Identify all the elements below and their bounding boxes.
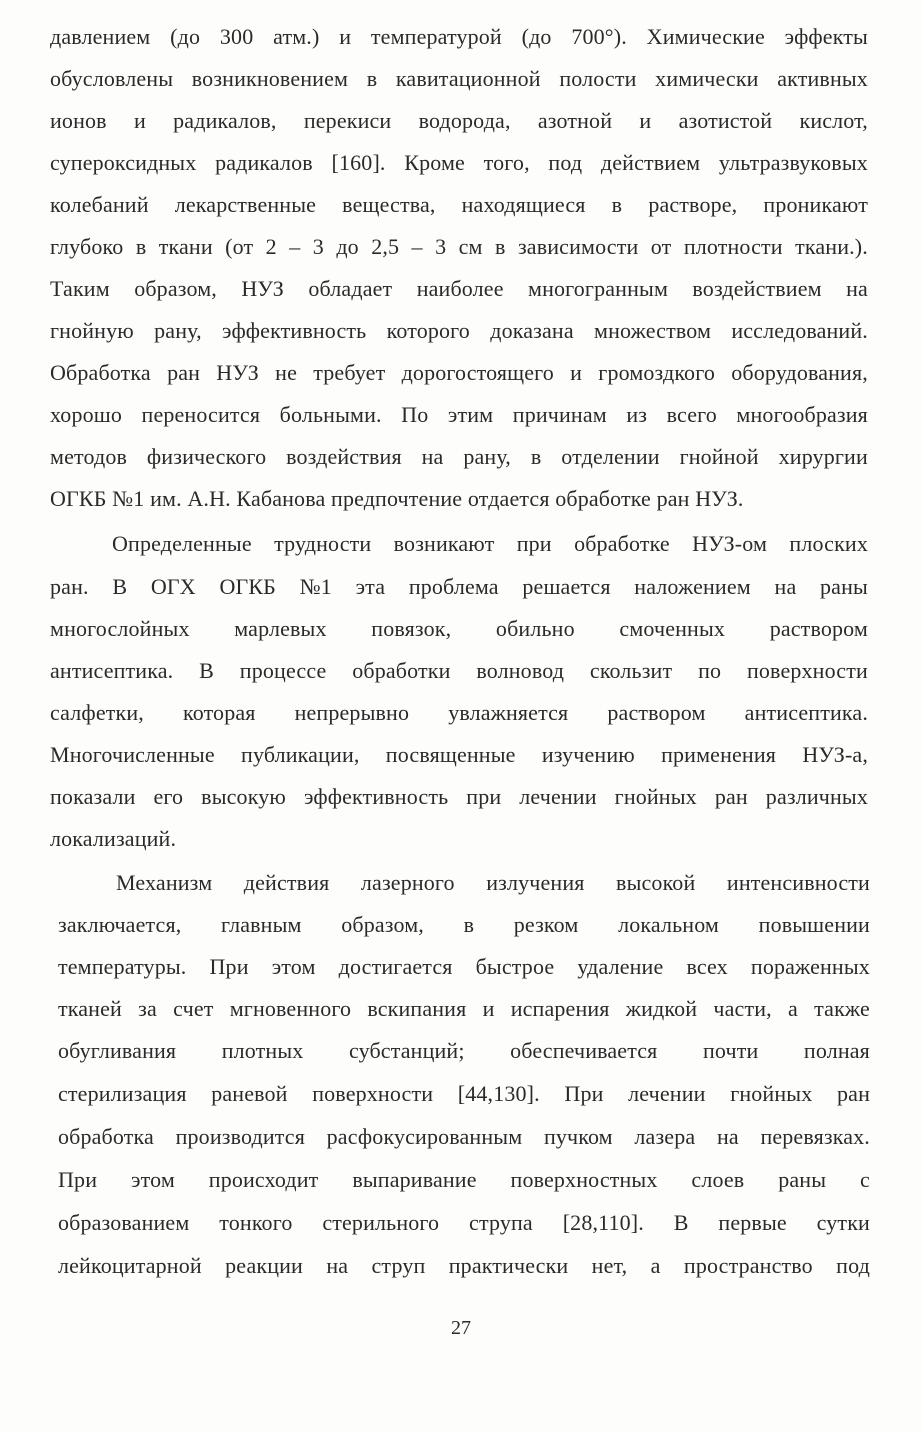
text-line: [50, 444, 868, 470]
word: производится: [175, 1124, 305, 1149]
word: этом: [271, 954, 316, 979]
word: повязок,: [371, 616, 452, 641]
word: за: [138, 996, 157, 1021]
word: изучению: [541, 742, 635, 767]
word: см: [458, 234, 483, 259]
word: колебаний: [50, 192, 149, 217]
word: многообразия: [736, 402, 868, 427]
text-line: [50, 108, 868, 134]
word: множеством: [594, 318, 712, 343]
word: методов: [50, 444, 128, 469]
word: проникают: [763, 192, 868, 217]
word: Механизм: [116, 870, 213, 895]
word: из: [626, 402, 648, 427]
text-line: [50, 616, 868, 642]
word: и: [570, 360, 583, 385]
word: проблема: [408, 574, 499, 599]
word: поверхностных: [510, 1167, 658, 1192]
word: рану,: [154, 318, 202, 343]
word: в: [366, 66, 378, 91]
word: активных: [777, 66, 868, 91]
word: Кроме: [404, 150, 465, 175]
word: –: [411, 234, 423, 259]
text-line: [58, 1253, 870, 1279]
word: до: [336, 234, 359, 259]
word: антисептика.: [50, 658, 174, 683]
word: под: [548, 150, 583, 175]
word: гнойных: [614, 784, 697, 809]
word: многогранным: [528, 276, 669, 301]
text-line: [50, 784, 868, 810]
word: этом: [131, 1167, 175, 1192]
word: атм.): [273, 24, 320, 49]
word: по: [698, 658, 722, 683]
word: эффективность: [222, 318, 367, 343]
text-line: [58, 1081, 870, 1107]
word: лечении: [628, 1081, 706, 1106]
word: НУЗ-ом: [692, 531, 768, 556]
word: струпа: [469, 1210, 533, 1235]
word: давлением: [50, 24, 151, 49]
text-line: [58, 954, 870, 980]
word: в: [530, 444, 542, 469]
word: 700°).: [571, 24, 627, 49]
word: температуры.: [58, 954, 187, 979]
word: наложением: [634, 574, 751, 599]
word: –: [289, 234, 301, 259]
word: пучком: [543, 1124, 613, 1149]
word: возникновением: [191, 66, 349, 91]
word: публикации,: [241, 742, 360, 767]
word: обработка: [58, 1124, 154, 1149]
word: (от: [225, 234, 254, 259]
word: Многочисленные: [50, 742, 215, 767]
word: ультразвуковых: [718, 150, 868, 175]
word: зависимости: [517, 234, 639, 259]
word: всего: [666, 402, 717, 427]
text-line: [50, 318, 868, 344]
word: пораженных: [750, 954, 870, 979]
word: плоских: [789, 531, 868, 556]
word: главным: [221, 912, 302, 937]
word: поверхности: [312, 1081, 434, 1106]
word: реакции: [225, 1253, 303, 1278]
word: в: [135, 234, 147, 259]
word: жидкой: [625, 996, 698, 1021]
word: радикалов: [215, 150, 313, 175]
word: глубоко: [50, 234, 124, 259]
text-line: [58, 1124, 870, 1150]
word: химически: [655, 66, 759, 91]
word: НУЗ: [216, 360, 259, 385]
word: Химические: [646, 24, 765, 49]
word: физического: [146, 444, 267, 469]
word: на: [846, 276, 868, 301]
word: По: [401, 402, 429, 427]
word: обугливания: [58, 1038, 177, 1063]
word: смоченных: [619, 616, 726, 641]
word: в: [463, 912, 475, 937]
word: ткани.).: [795, 234, 868, 259]
word: слоев: [691, 1167, 745, 1192]
word: многослойных: [50, 616, 190, 641]
text-line: [58, 1038, 870, 1064]
word: обеспечивается: [510, 1038, 658, 1063]
word: процессе: [239, 658, 327, 683]
word: ран: [837, 1081, 870, 1106]
word: различных: [765, 784, 868, 809]
word: растворе,: [648, 192, 738, 217]
word: 3: [435, 234, 447, 259]
word: расфокусированным: [326, 1124, 523, 1149]
word: под: [836, 1253, 870, 1278]
word: рану,: [463, 444, 511, 469]
word: [28,110].: [562, 1210, 644, 1235]
word: тонкого: [219, 1210, 293, 1235]
word: доказана: [490, 318, 574, 343]
word: раны: [820, 574, 868, 599]
word: 2: [265, 234, 277, 259]
text-line: [50, 402, 868, 428]
word: лечении: [519, 784, 597, 809]
word: лекарственные: [174, 192, 317, 217]
word: резком: [513, 912, 579, 937]
word: НУЗ-а,: [802, 742, 868, 767]
word: 3: [312, 234, 324, 259]
word: воздействием: [692, 276, 822, 301]
word: действием: [600, 150, 701, 175]
word: ионов: [50, 108, 107, 133]
word: от: [650, 234, 672, 259]
word: излучения: [486, 870, 585, 895]
word: посвященные: [385, 742, 516, 767]
word: Определенные: [112, 531, 252, 556]
word: поверхности: [746, 658, 868, 683]
word: наиболее: [416, 276, 504, 301]
word: при: [516, 531, 552, 556]
text-line: [50, 192, 868, 218]
text-line: [50, 24, 868, 50]
text-line: [58, 996, 870, 1022]
word: волновод: [476, 658, 565, 683]
word: в: [495, 234, 506, 259]
word: счет: [173, 996, 214, 1021]
word: обработки: [352, 658, 451, 683]
word: вещества,: [342, 192, 436, 217]
text-line: [50, 276, 868, 302]
word: В: [673, 1210, 689, 1235]
word: В: [112, 574, 128, 599]
word: выпаривание: [352, 1167, 477, 1192]
word: в: [611, 192, 623, 217]
word: обусловлены: [50, 66, 174, 91]
word: эффекты: [784, 24, 868, 49]
word: трудности: [274, 531, 372, 556]
word: образом,: [341, 912, 424, 937]
word: азотистой: [678, 108, 773, 133]
word: оборудования,: [731, 360, 868, 385]
word: на: [774, 574, 797, 599]
word: эта: [355, 574, 386, 599]
word: температурой: [370, 24, 502, 49]
word: и: [639, 108, 652, 133]
word: субстанций;: [348, 1038, 465, 1063]
word: происходит: [208, 1167, 319, 1192]
word: гнойную: [50, 318, 134, 343]
word: При: [58, 1167, 98, 1192]
word: полости: [559, 66, 637, 91]
word: показали: [50, 784, 136, 809]
word: обильно: [495, 616, 575, 641]
word: раны: [778, 1167, 827, 1192]
word: локальном: [618, 912, 720, 937]
word: а: [788, 996, 798, 1021]
word: эффективность: [303, 784, 449, 809]
word: части,: [713, 996, 772, 1021]
word: (до: [170, 24, 201, 49]
word: пространство: [683, 1253, 813, 1278]
word: причинам: [512, 402, 607, 427]
text-line: [112, 531, 868, 557]
word: повышении: [758, 912, 870, 937]
word: полная: [803, 1038, 870, 1063]
word: перекиси: [303, 108, 392, 133]
word: его: [153, 784, 184, 809]
word: также: [814, 996, 870, 1021]
word: находящиеся: [461, 192, 586, 217]
word: ОГХ: [150, 574, 196, 599]
word: скользит: [589, 658, 673, 683]
word: нет,: [591, 1253, 628, 1278]
word: плотности: [683, 234, 783, 259]
word: ОГКБ: [219, 574, 276, 599]
word: высокую: [201, 784, 286, 809]
word: на: [716, 1124, 739, 1149]
word: кавитационной: [395, 66, 541, 91]
word: стерилизация: [58, 1081, 187, 1106]
word: этим: [447, 402, 494, 427]
word: [160].: [331, 150, 386, 175]
text-line: [50, 700, 868, 726]
word: лазерного: [360, 870, 455, 895]
word: марлевых: [234, 616, 327, 641]
word: испарения: [510, 996, 610, 1021]
word: Таким: [50, 276, 110, 301]
word: почти: [702, 1038, 759, 1063]
word: При: [209, 954, 249, 979]
word: (до: [521, 24, 552, 49]
text-line: [116, 870, 870, 896]
text-line: [58, 1210, 870, 1236]
word: и: [133, 108, 146, 133]
word: при: [466, 784, 502, 809]
text-line: [58, 1167, 870, 1193]
word: удаление: [577, 954, 664, 979]
word: водорода,: [418, 108, 511, 133]
word: кислот,: [799, 108, 868, 133]
word: с: [860, 1167, 870, 1192]
word: тканей: [58, 996, 122, 1021]
word: первые: [718, 1210, 787, 1235]
word: №1: [299, 574, 332, 599]
word: раствором: [607, 700, 706, 725]
word: которая: [182, 700, 256, 725]
word: обработке: [574, 531, 670, 556]
word: отделении: [561, 444, 660, 469]
word: раствором: [769, 616, 868, 641]
text-line: [58, 912, 870, 938]
page-number: 27: [451, 1317, 471, 1339]
text-line: ОГКБ №1 им. А.Н. Кабанова предпочтение отдается обработке ран НУЗ.: [50, 486, 744, 511]
word: а: [650, 1253, 661, 1278]
word: вскипания: [367, 996, 467, 1021]
word: гнойных: [730, 1081, 813, 1106]
word: которого: [386, 318, 470, 343]
word: радикалов,: [173, 108, 277, 133]
word: исследований.: [731, 318, 868, 343]
word: высокой: [616, 870, 696, 895]
word: образом,: [134, 276, 217, 301]
text-line: [50, 66, 868, 92]
word: Обработка: [50, 360, 151, 385]
word: и: [482, 996, 495, 1021]
word: решается: [522, 574, 611, 599]
word: возникают: [393, 531, 495, 556]
word: В: [199, 658, 214, 683]
text-line: [50, 150, 868, 176]
word: НУЗ: [241, 276, 284, 301]
word: хирургии: [778, 444, 868, 469]
word: переносится: [141, 402, 261, 427]
word: 2,5: [371, 234, 400, 259]
word: требует: [313, 360, 386, 385]
word: плотных: [221, 1038, 304, 1063]
word: ран: [167, 360, 201, 385]
text-line: [50, 742, 868, 768]
word: достигается: [338, 954, 453, 979]
word: антисептика.: [744, 700, 868, 725]
text-line: [50, 360, 868, 386]
word: применения: [661, 742, 777, 767]
word: супероксидных: [50, 150, 197, 175]
word: увлажняется: [448, 700, 569, 725]
word: [44,130].: [457, 1081, 540, 1106]
word: непрерывно: [294, 700, 410, 725]
word: всех: [686, 954, 728, 979]
word: действия: [243, 870, 330, 895]
word: сутки: [816, 1210, 870, 1235]
word: интенсивности: [726, 870, 870, 895]
word: При: [564, 1081, 604, 1106]
word: того,: [483, 150, 530, 175]
word: салфетки,: [50, 700, 144, 725]
word: хорошо: [50, 402, 123, 427]
word: перевязках.: [760, 1124, 870, 1149]
word: стерильного: [322, 1210, 440, 1235]
word: раневой: [211, 1081, 288, 1106]
word: струп: [371, 1253, 426, 1278]
text-line: локализаций.: [50, 826, 177, 851]
word: ран: [714, 784, 748, 809]
word: лейкоцитарной: [58, 1253, 202, 1278]
word: практически: [448, 1253, 569, 1278]
text-line: [50, 658, 868, 684]
text-line: [50, 234, 868, 260]
text-line: [50, 574, 868, 600]
word: гнойной: [679, 444, 759, 469]
word: и: [339, 24, 352, 49]
word: обладает: [308, 276, 393, 301]
word: на: [326, 1253, 349, 1278]
word: громоздкого: [598, 360, 715, 385]
word: 300: [219, 24, 254, 49]
word: ран.: [50, 574, 89, 599]
word: заключается,: [58, 912, 182, 937]
word: лазера: [634, 1124, 696, 1149]
word: ткани: [158, 234, 213, 259]
word: на: [421, 444, 444, 469]
word: образованием: [58, 1210, 190, 1235]
word: быстрое: [475, 954, 555, 979]
word: дорогостоящего: [401, 360, 554, 385]
word: не: [275, 360, 297, 385]
word: воздействия: [286, 444, 402, 469]
word: мгновенного: [229, 996, 352, 1021]
word: больными.: [279, 402, 382, 427]
word: азотной: [537, 108, 613, 133]
